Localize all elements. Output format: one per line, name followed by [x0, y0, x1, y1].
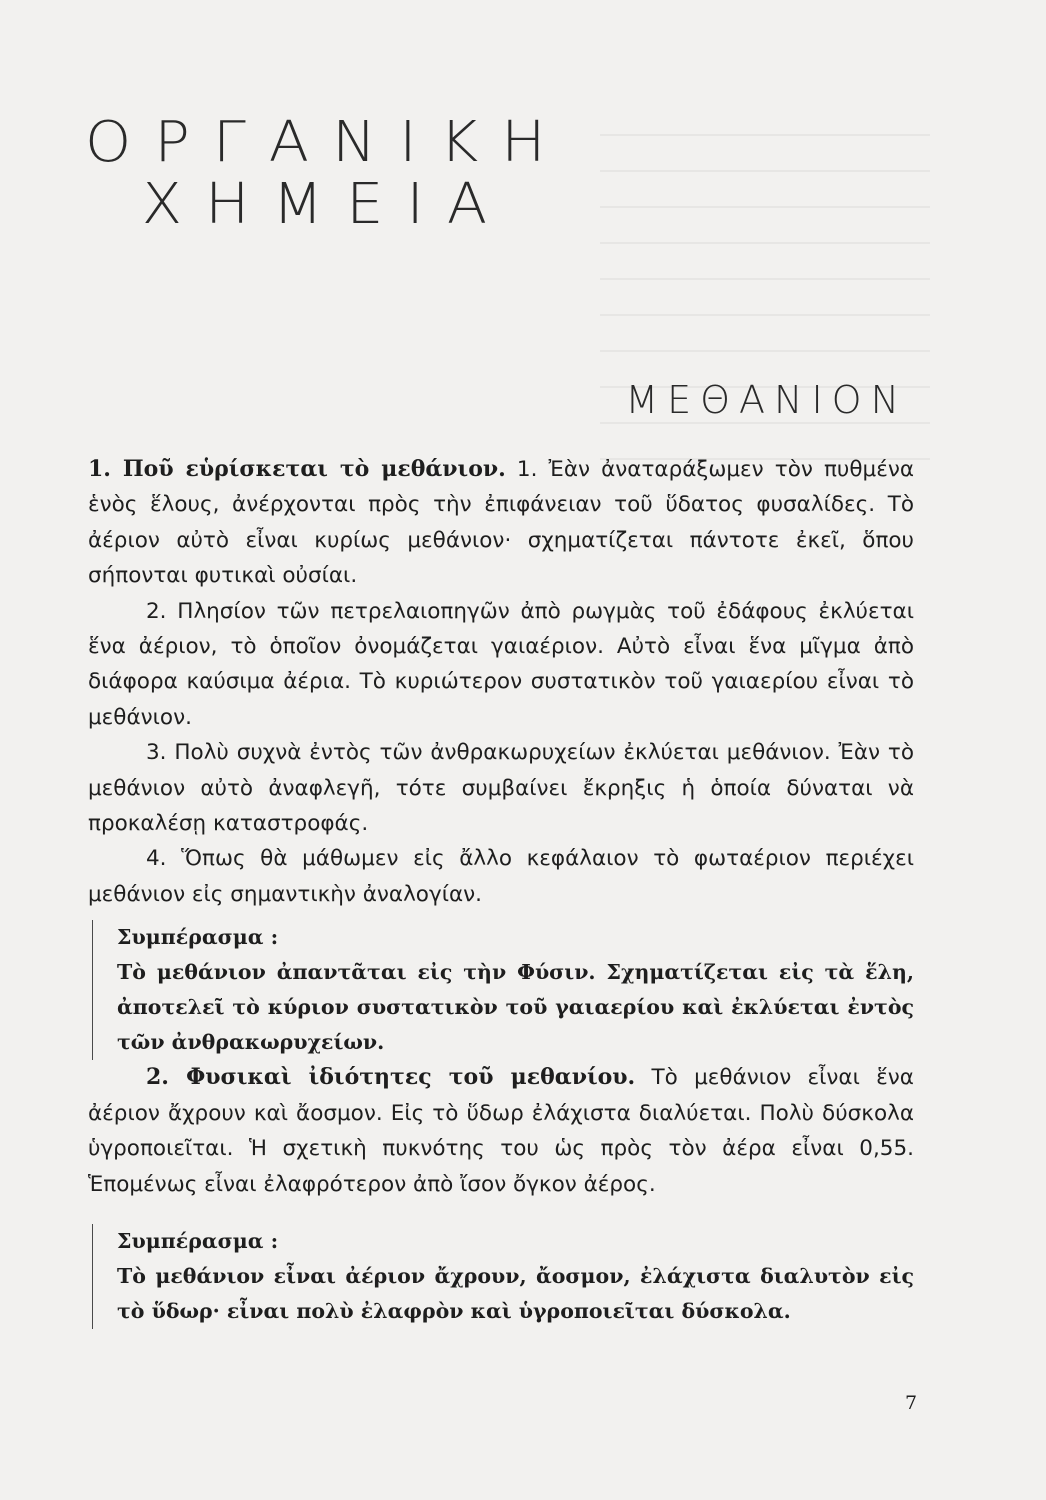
conclusion-label: Συμπέρασμα :: [117, 925, 279, 950]
conclusion-text: Τὸ μεθάνιον ἀπαντᾶται εἰς τὴν Φύσιν. Σχηματίζεται εἰς τὰ ἕλη, ἀποτελεῖ τὸ κύριον συστατικὸν τοῦ γαιαερίου καὶ ἐκλύεται ἐντὸς τῶν ἀνθρακωρυχείων.: [117, 960, 914, 1055]
section-2-text: Τὸ μεθάνιον εἶναι ἕνα ἀέριον ἄχρουν καὶ ἄοσμον. Εἰς τὸ ὕδωρ ἐλάχιστα διαλύεται. Πολὺ δύσκολα ὑγροποιεῖται. Ἡ σχετικὴ πυκνότης του ὡς πρὸς τὸν ἀέρα εἶναι 0,55. Ἑπομένως εἶναι ἐλαφρότερον ἀπὸ ἴσον ὄγκον ἀέρος.: [88, 1065, 914, 1197]
section-1-paragraph-2: 2. Πλησίον τῶν πετρελαιοπηγῶν ἀπὸ ρωγμὰς τοῦ ἐδάφους ἐκλύεται ἕνα ἀέριον, τὸ ὁποῖον ὀνομάζεται γαιαέριον. Αὐτὸ εἶναι ἕνα μῖγμα ἀπὸ διάφορα καύσιμα ἀέρια. Τὸ κυριώτερον συστατικὸν τοῦ γαιαερίου εἶναι τὸ μεθάνιον.: [88, 598, 914, 730]
conclusion-text: Τὸ μεθάνιον εἶναι ἀέριον ἄχρουν, ἄοσμον, ἐλάχιστα διαλυτὸν εἰς τὸ ὕδωρ· εἶναι πολὺ ἐλαφρὸν καὶ ὑγροποιεῖται δύσκολα.: [117, 1263, 914, 1323]
section-1-paragraph-4: 4. Ὅπως θὰ μάθωμεν εἰς ἄλλο κεφάλαιον τὸ φωταέριον περιέχει μεθάνιον εἰς σημαντικὴν ἀναλογίαν.: [88, 846, 914, 907]
book-title-line-1: ΟΡΓΑΝΙΚΗ: [85, 110, 569, 175]
section-1-heading: 1. Ποῦ εὑρίσκεται τὸ μεθάνιον.: [88, 456, 506, 482]
section-2-paragraph: [88, 1060, 914, 1202]
section-1-paragraph-1: [88, 452, 914, 594]
page-number: 7: [905, 1392, 918, 1414]
section-2-heading: 2. Φυσικαὶ ἰδιότητες τοῦ μεθανίου.: [146, 1064, 636, 1091]
conclusion-label: Συμπέρασμα :: [117, 1228, 279, 1253]
book-title: [85, 112, 569, 236]
section-1-p1-text: 1. Ἐὰν ἀναταράξωμεν τὸν πυθμένα ἑνὸς ἕλους, ἀνέρχονται πρὸς τὴν ἐπιφάνειαν τοῦ ὕδατος φυσαλίδες. Τὸ ἀέριον αὐτὸ εἶναι κυρίως μεθάνιον· σχηματίζεται πάντοτε ἐκεῖ, ὅπου σήπονται φυτικαὶ οὐσίαι.: [88, 457, 915, 589]
section-1-paragraph-3: 3. Πολὺ συχνὰ ἐντὸς τῶν ἀνθρακωρυχείων ἐκλύεται μεθάνιον. Ἐὰν τὸ μεθάνιον αὐτὸ ἀναφλεγῆ, τότε συμβαίνει ἔκρηξις ἡ ὁποία δύναται νὰ προκαλέσῃ καταστροφάς.: [88, 740, 914, 837]
book-title-line-2: ΧΗΜΕΙΑ: [141, 172, 511, 237]
chapter-title: ΜΕΘΑΝΙΟΝ: [625, 378, 908, 422]
section-2-conclusion: [92, 1224, 914, 1329]
main-text: [88, 452, 914, 1329]
section-1-conclusion: [92, 920, 914, 1060]
